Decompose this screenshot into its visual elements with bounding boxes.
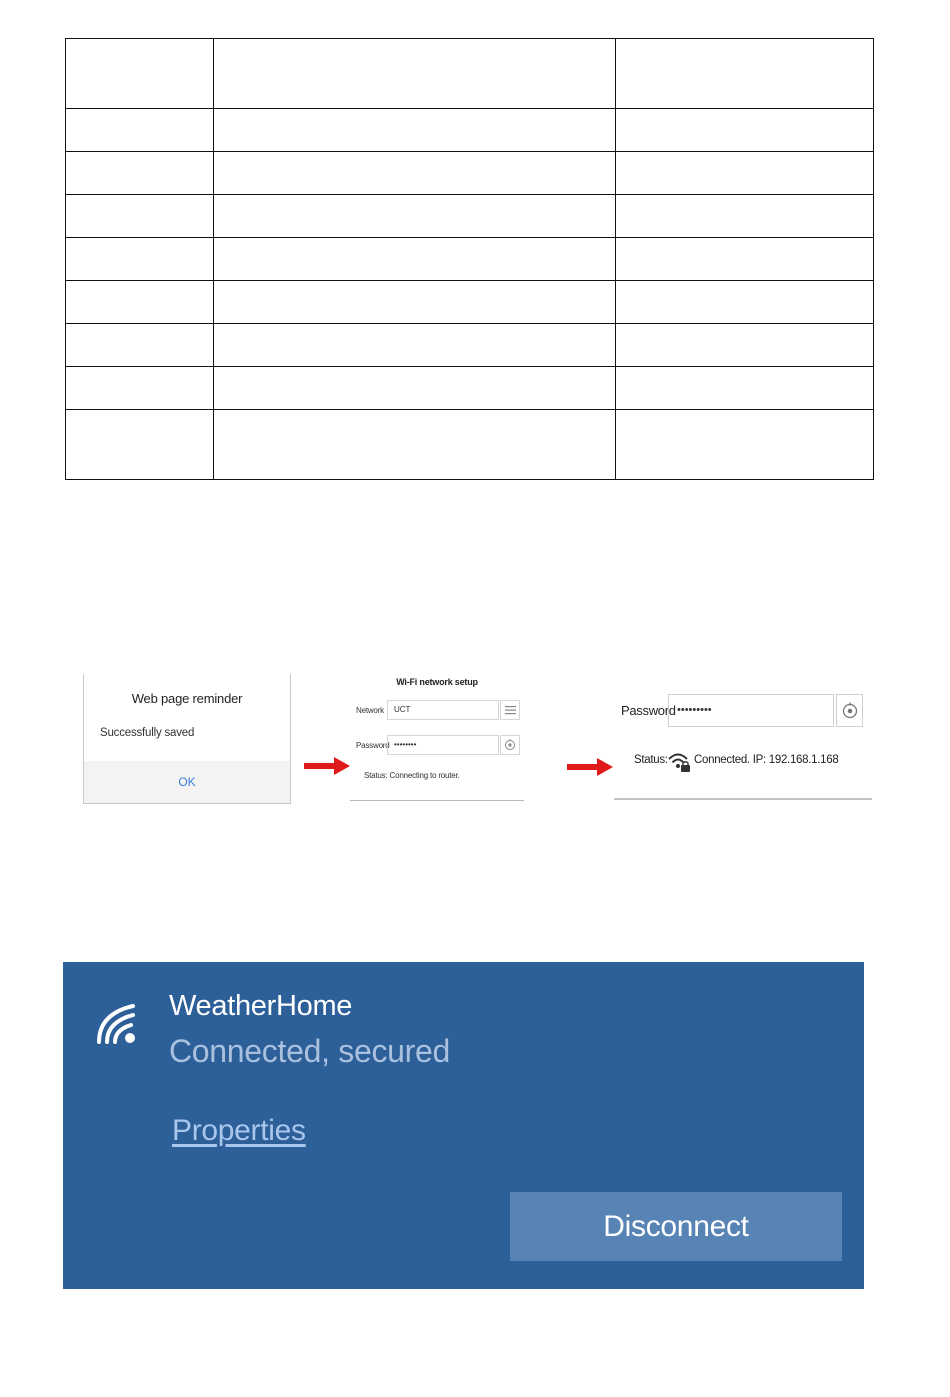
web-page-reminder-dialog	[83, 674, 291, 804]
table-cell	[214, 195, 616, 238]
password-field[interactable]: ••••••••	[387, 735, 499, 755]
wifi-lock-icon	[667, 750, 691, 772]
table-cell	[616, 324, 874, 367]
table-cell	[214, 109, 616, 152]
table-row	[66, 367, 874, 410]
reveal-password-button[interactable]	[836, 694, 863, 727]
table-row	[66, 39, 874, 109]
divider	[350, 800, 524, 801]
network-flyout	[63, 962, 864, 1289]
ok-button[interactable]: OK	[84, 761, 290, 803]
table-row	[66, 324, 874, 367]
connected-panel	[614, 688, 872, 803]
reveal-password-button[interactable]	[500, 735, 520, 755]
table-cell	[214, 281, 616, 324]
divider	[614, 798, 872, 800]
table-cell	[66, 152, 214, 195]
table-cell	[616, 152, 874, 195]
connection-status: Connected, secured	[169, 1033, 451, 1069]
setup-title: Wi-Fi network setup	[396, 677, 478, 687]
status-label: Status:	[634, 754, 668, 766]
table-row	[66, 238, 874, 281]
table-cell	[66, 195, 214, 238]
arrow-right-icon	[304, 757, 350, 775]
empty-table	[65, 38, 874, 480]
eye-reveal-icon	[504, 739, 516, 751]
table-cell	[214, 39, 616, 109]
table-cell	[66, 39, 214, 109]
arrow-right-icon	[567, 758, 613, 776]
table-cell	[214, 324, 616, 367]
list-icon	[505, 705, 516, 715]
table-row	[66, 152, 874, 195]
table-cell	[616, 410, 874, 480]
network-label: Network	[356, 706, 384, 715]
table-row	[66, 281, 874, 324]
table-cell	[66, 410, 214, 480]
network-field[interactable]: UCT	[387, 700, 499, 720]
table-cell	[66, 281, 214, 324]
table-cell	[616, 195, 874, 238]
table-cell	[214, 152, 616, 195]
table-cell	[616, 367, 874, 410]
table-cell	[214, 238, 616, 281]
table-row	[66, 195, 874, 238]
table-cell	[214, 410, 616, 480]
properties-link[interactable]: Properties	[172, 1114, 306, 1147]
table-cell	[616, 238, 874, 281]
table-cell	[616, 109, 874, 152]
table-cell	[66, 238, 214, 281]
setup-status: Status: Connecting to router.	[364, 771, 460, 780]
table-cell	[616, 39, 874, 109]
table-row	[66, 109, 874, 152]
network-list-button[interactable]	[500, 700, 520, 720]
table-cell	[616, 281, 874, 324]
disconnect-button[interactable]: Disconnect	[510, 1192, 842, 1261]
dialog-title: Web page reminder	[131, 691, 243, 706]
table-cell	[66, 109, 214, 152]
network-name: WeatherHome	[169, 990, 353, 1022]
table-cell	[214, 367, 616, 410]
dialog-message: Successfully saved	[100, 727, 195, 739]
password-field[interactable]: •••••••••	[668, 694, 834, 727]
eye-reveal-icon	[841, 702, 859, 720]
password-label: Password	[356, 741, 390, 750]
table-row	[66, 410, 874, 480]
wifi-icon	[93, 998, 143, 1048]
table-cell	[66, 324, 214, 367]
wifi-setup-panel	[350, 672, 524, 802]
status-text: Connected. IP: 192.168.1.168	[694, 754, 839, 766]
table-cell	[66, 367, 214, 410]
password-label: Password	[621, 703, 676, 718]
